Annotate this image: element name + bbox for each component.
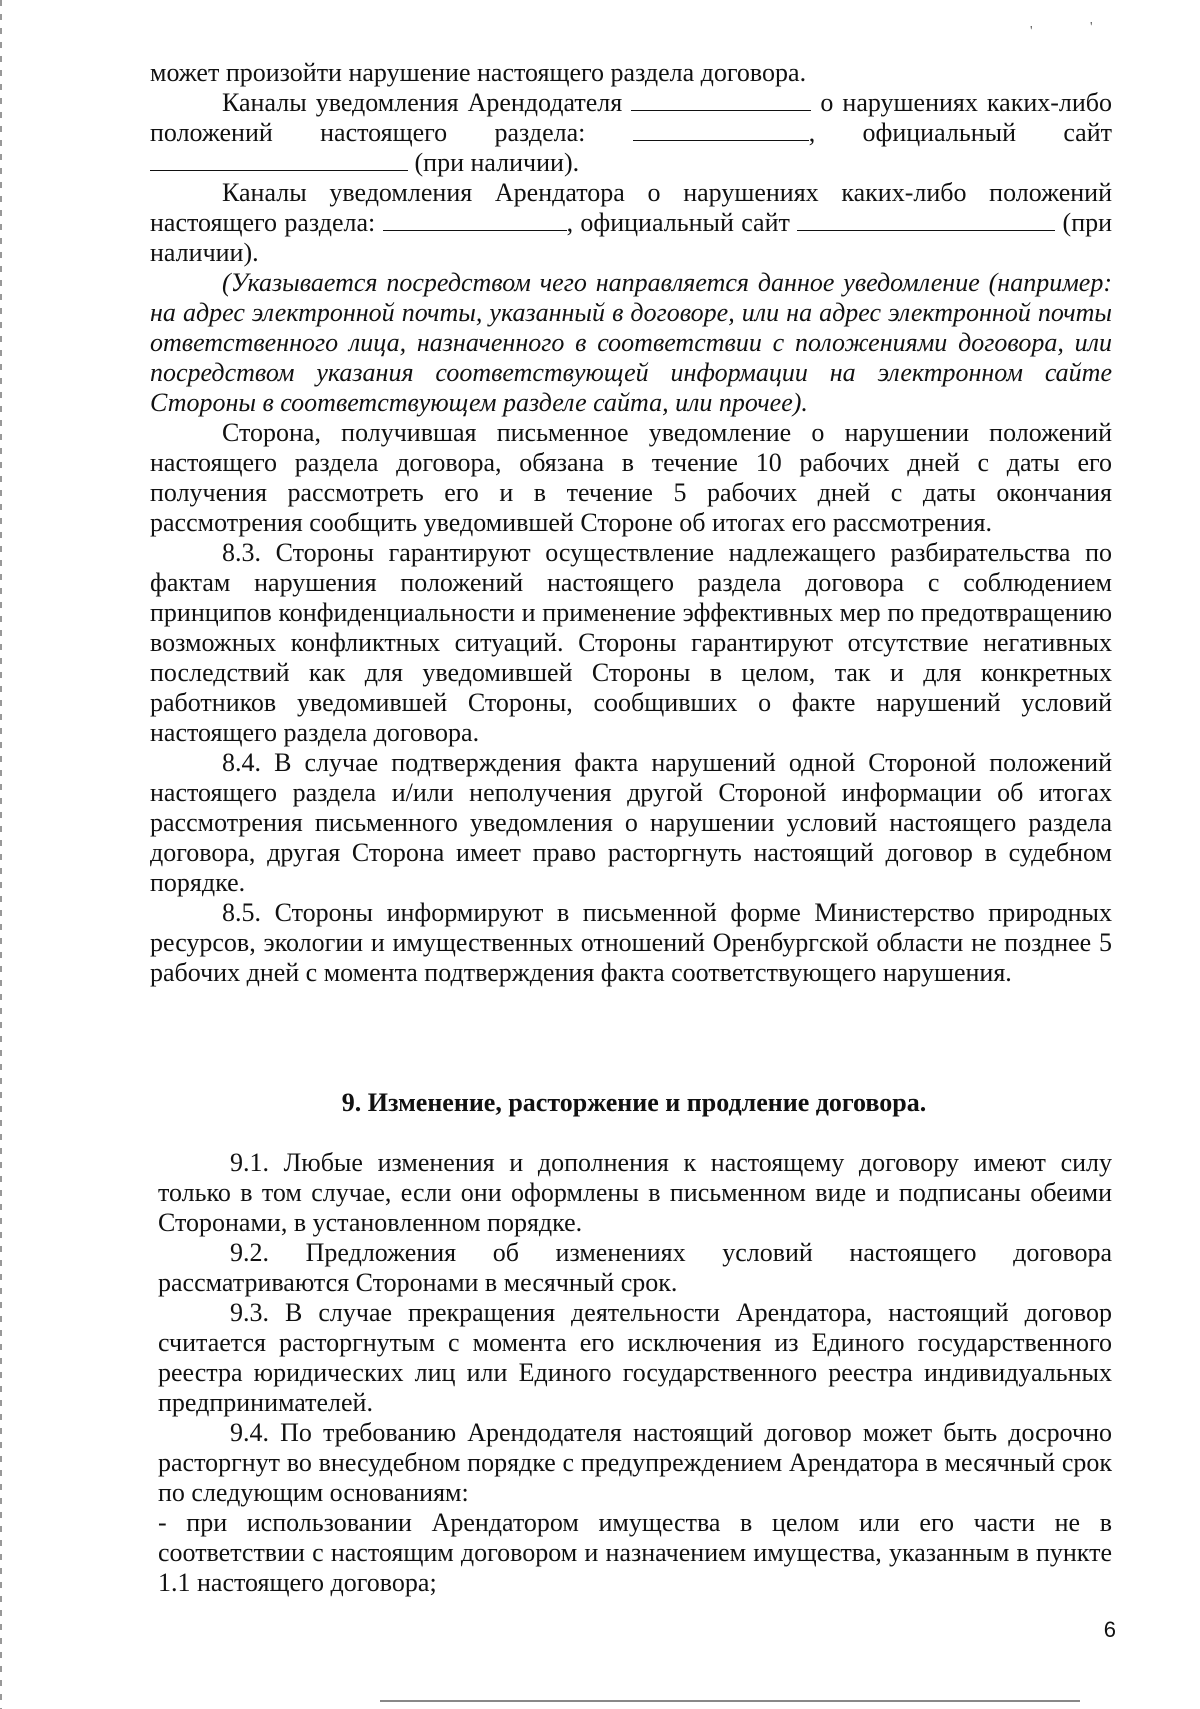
paragraph: может произойти нарушение настоящего раздела договора.	[150, 58, 807, 87]
paragraph-8-4: 8.4. В случае подтверждения факта нарушений одной Стороной положений настоящего раздела и/или неполучения другой Стороной информации об итогах рассмотрения письменного уведомления о нарушении условий настоящего раздела договора, другая Сторона имеет право расторгнуть настоящий договор в судебном порядке.	[150, 748, 1112, 897]
blank-field	[633, 118, 809, 141]
paragraph-tenant-channels: Каналы уведомления Арендатора о нарушениях каких-либо положений настоящего раздела: , официальный сайт (при наличии).	[150, 178, 1113, 267]
section-8-continued	[150, 58, 1112, 988]
section-9	[158, 1148, 1112, 1598]
paragraph-9-2: 9.2. Предложения об изменениях условий настоящего договора рассматриваются Сторонами в месячный срок.	[158, 1238, 1112, 1297]
scan-edge-left	[0, 0, 2, 1709]
paragraph-9-1: 9.1. Любые изменения и дополнения к настоящему договору имеют силу только в том случае, если они оформлены в письменном виде и подписаны обеими Сторонами, в установленном порядке.	[158, 1148, 1112, 1237]
blank-field	[150, 148, 408, 171]
blank-field	[797, 208, 1055, 231]
scan-speck: '	[1030, 24, 1033, 39]
paragraph-8-3: 8.3. Стороны гарантируют осуществление надлежащего разбирательства по фактам нарушения положений настоящего раздела договора с соблюдением принципов конфиденциальности и применение эффективных мер по предотвращению возможных конфликтных ситуаций. Стороны гарантируют отсутствие негативных последствий как для уведомившей Стороны в целом, так и для конкретных работников уведомившей Стороны, сообщивших о факте нарушений условий настоящего раздела договора.	[150, 538, 1112, 747]
scan-edge-bottom	[380, 1700, 1080, 1702]
list-item: - при использовании Арендатором имущества в целом или его части не в соответствии с настоящим договором и назначением имущества, указанным в пункте 1.1 настоящего договора;	[158, 1508, 1112, 1597]
blank-field	[631, 88, 811, 111]
paragraph-note: (Указывается посредством чего направляется данное уведомление (например: на адрес электронной почты, указанный в договоре, или на адрес электронной почты ответственного лица, назначенного в соответствии с положениями договора, или посредством указания соответствующей информации на электронном сайте Стороны в соответствующем разделе сайта, или прочее).	[150, 268, 1112, 417]
scan-speck: '	[1090, 20, 1093, 35]
paragraph-9-4: 9.4. По требованию Арендодателя настоящий договор может быть досрочно расторгнут во внесудебном порядке с предупреждением Арендатора в месячный срок по следующим основаниям:	[158, 1418, 1112, 1507]
paragraph-8-5: 8.5. Стороны информируют в письменной форме Министерство природных ресурсов, экологии и имущественных отношений Оренбургской области не позднее 5 рабочих дней с момента подтверждения факта соответствующего нарушения.	[150, 898, 1112, 987]
page-number: 6	[1103, 1617, 1116, 1642]
paragraph-9-3: 9.3. В случае прекращения деятельности Арендатора, настоящий договор считается расторгнутым с момента его исключения из Единого государственного реестра юридических лиц или Единого государственного реестра индивидуальных предпринимателей.	[158, 1298, 1112, 1417]
paragraph-landlord-channels: Каналы уведомления Арендодателя о нарушениях каких-либо положений настоящего раздела: , официальный сайт (при наличии).	[150, 88, 1113, 177]
paragraph: Сторона, получившая письменное уведомление о нарушении положений настоящего раздела договора, обязана в течение 10 рабочих дней с даты его получения рассмотреть его и в течение 5 рабочих дней с даты окончания рассмотрения сообщить уведомившей Стороне об итогах его рассмотрения.	[150, 418, 1112, 537]
blank-field	[383, 208, 567, 231]
section-heading: 9. Изменение, расторжение и продление договора.	[341, 1088, 927, 1117]
